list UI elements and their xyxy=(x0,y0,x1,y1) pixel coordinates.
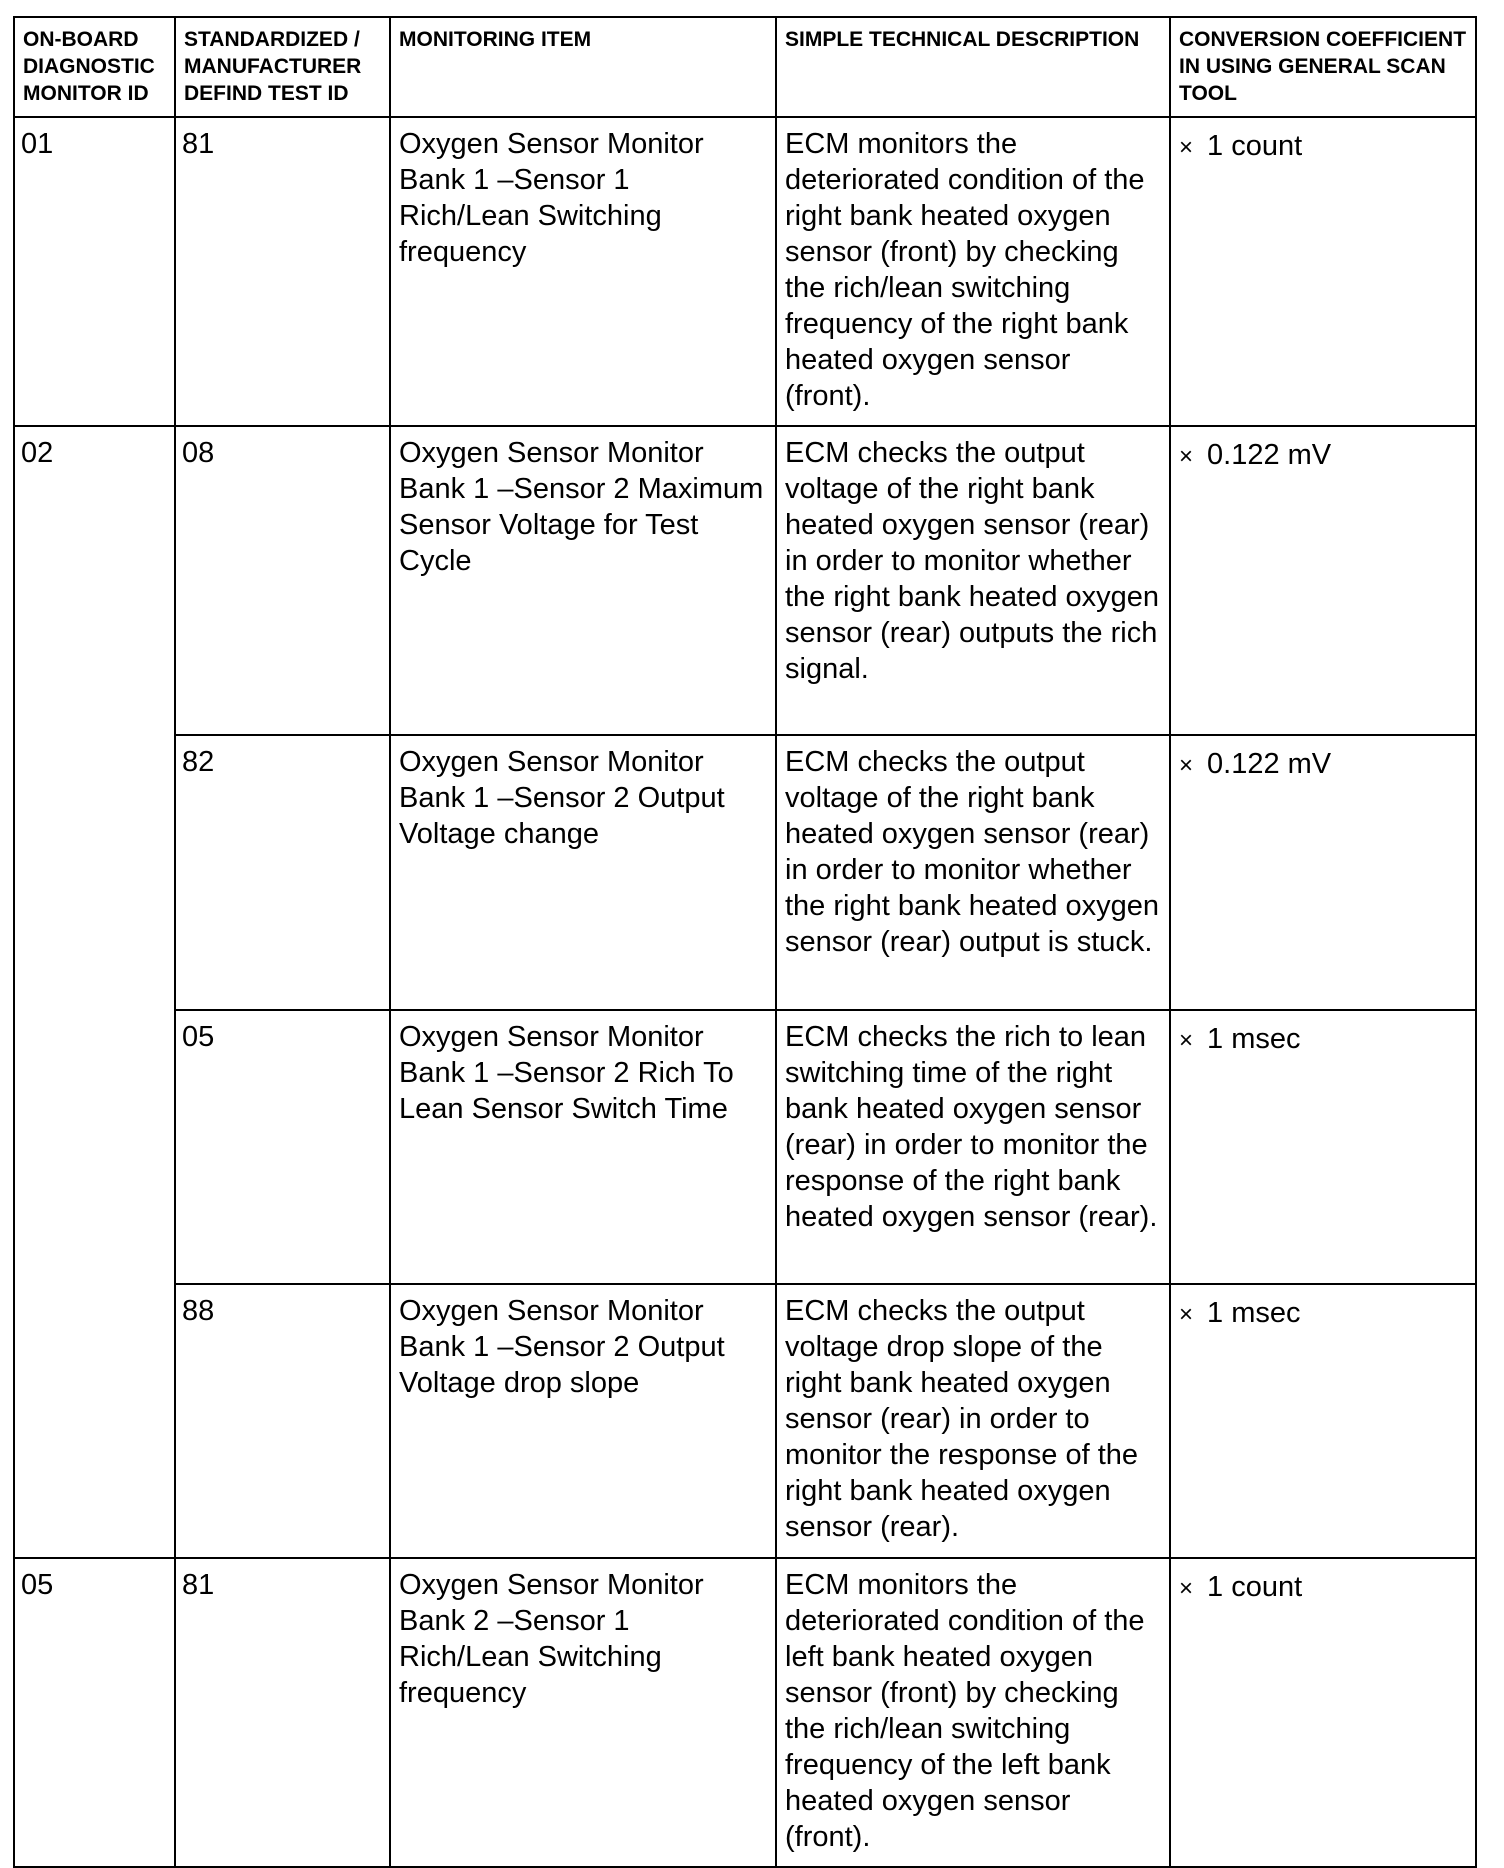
multiply-sign: × xyxy=(1179,134,1194,161)
header-test-id: STANDARDIZED / MANUFACTURER DEFIND TEST ID xyxy=(175,17,390,117)
monitoring-item-cell: Oxygen Sensor Monitor Bank 1 –Sensor 2 Output Voltage change xyxy=(390,735,776,1010)
monitoring-item-cell: Oxygen Sensor Monitor Bank 1 –Sensor 2 Maximum Sensor Voltage for Test Cycle xyxy=(390,426,776,735)
multiply-sign: × xyxy=(1179,1575,1194,1602)
test-id-cell: 08 xyxy=(175,426,390,735)
monitoring-item-cell: Oxygen Sensor Monitor Bank 1 –Sensor 2 Output Voltage drop slope xyxy=(390,1284,776,1558)
header-monitoring-item: MONITORING ITEM xyxy=(390,17,776,117)
conversion-cell xyxy=(1170,735,1476,1010)
monitor-id-cell: 01 xyxy=(14,117,175,426)
multiply-sign: × xyxy=(1179,443,1194,470)
coefficient-value: 1 msec xyxy=(1207,1023,1301,1055)
header-conversion: CONVERSION COEFFICIENT IN USING GENERAL SCAN TOOL xyxy=(1170,17,1476,117)
test-id-cell: 88 xyxy=(175,1284,390,1558)
multiply-sign: × xyxy=(1179,752,1194,779)
conversion-cell xyxy=(1170,1284,1476,1558)
obd-monitor-table xyxy=(13,16,1477,1868)
coefficient-value: 0.122 mV xyxy=(1207,748,1332,780)
description-cell: ECM checks the rich to lean switching time of the right bank heated oxygen sensor (rear) in order to monitor the response of the right bank heated oxygen sensor (rear). xyxy=(776,1010,1170,1284)
monitoring-item-cell: Oxygen Sensor Monitor Bank 1 –Sensor 1 Rich/Lean Switching frequency xyxy=(390,117,776,426)
coefficient-value: 1 count xyxy=(1207,1571,1303,1603)
conversion-cell xyxy=(1170,426,1476,735)
monitoring-item-cell: Oxygen Sensor Monitor Bank 1 –Sensor 2 Rich To Lean Sensor Switch Time xyxy=(390,1010,776,1284)
conversion-cell xyxy=(1170,1010,1476,1284)
table-row xyxy=(14,117,1476,426)
table-row xyxy=(14,1010,1476,1284)
table-row xyxy=(14,426,1476,735)
multiply-sign: × xyxy=(1179,1301,1194,1328)
test-id-cell: 81 xyxy=(175,1558,390,1867)
header-monitor-id: ON-BOARD DIAGNOSTIC MONITOR ID xyxy=(14,17,175,117)
header-description: SIMPLE TECHNICAL DESCRIPTION xyxy=(776,17,1170,117)
table-row xyxy=(14,735,1476,1010)
multiply-sign: × xyxy=(1179,1027,1194,1054)
table-row xyxy=(14,1284,1476,1558)
description-cell: ECM checks the output voltage drop slope of the right bank heated oxygen sensor (rear) in order to monitor the response of the right bank heated oxygen sensor (rear). xyxy=(776,1284,1170,1558)
conversion-cell xyxy=(1170,117,1476,426)
test-id-cell: 05 xyxy=(175,1010,390,1284)
monitoring-item-cell: Oxygen Sensor Monitor Bank 2 –Sensor 1 Rich/Lean Switching frequency xyxy=(390,1558,776,1867)
test-id-cell: 82 xyxy=(175,735,390,1010)
description-cell: ECM monitors the deteriorated condition of the left bank heated oxygen sensor (front) by checking the rich/lean switching frequency of the left bank heated oxygen sensor (front). xyxy=(776,1558,1170,1867)
conversion-cell xyxy=(1170,1558,1476,1867)
monitor-id-cell: 02 xyxy=(14,426,175,1558)
coefficient-value: 1 msec xyxy=(1207,1297,1301,1329)
description-cell: ECM checks the output voltage of the right bank heated oxygen sensor (rear) in order to monitor whether the right bank heated oxygen sensor (rear) outputs the rich signal. xyxy=(776,426,1170,735)
coefficient-value: 0.122 mV xyxy=(1207,439,1332,471)
table-row xyxy=(14,1558,1476,1867)
monitor-id-cell: 05 xyxy=(14,1558,175,1867)
description-cell: ECM checks the output voltage of the right bank heated oxygen sensor (rear) in order to monitor whether the right bank heated oxygen sensor (rear) output is stuck. xyxy=(776,735,1170,1010)
test-id-cell: 81 xyxy=(175,117,390,426)
description-cell: ECM monitors the deteriorated condition of the right bank heated oxygen sensor (front) by checking the rich/lean switching frequency of the right bank heated oxygen sensor (front). xyxy=(776,117,1170,426)
header-row xyxy=(14,17,1476,117)
coefficient-value: 1 count xyxy=(1207,130,1303,162)
